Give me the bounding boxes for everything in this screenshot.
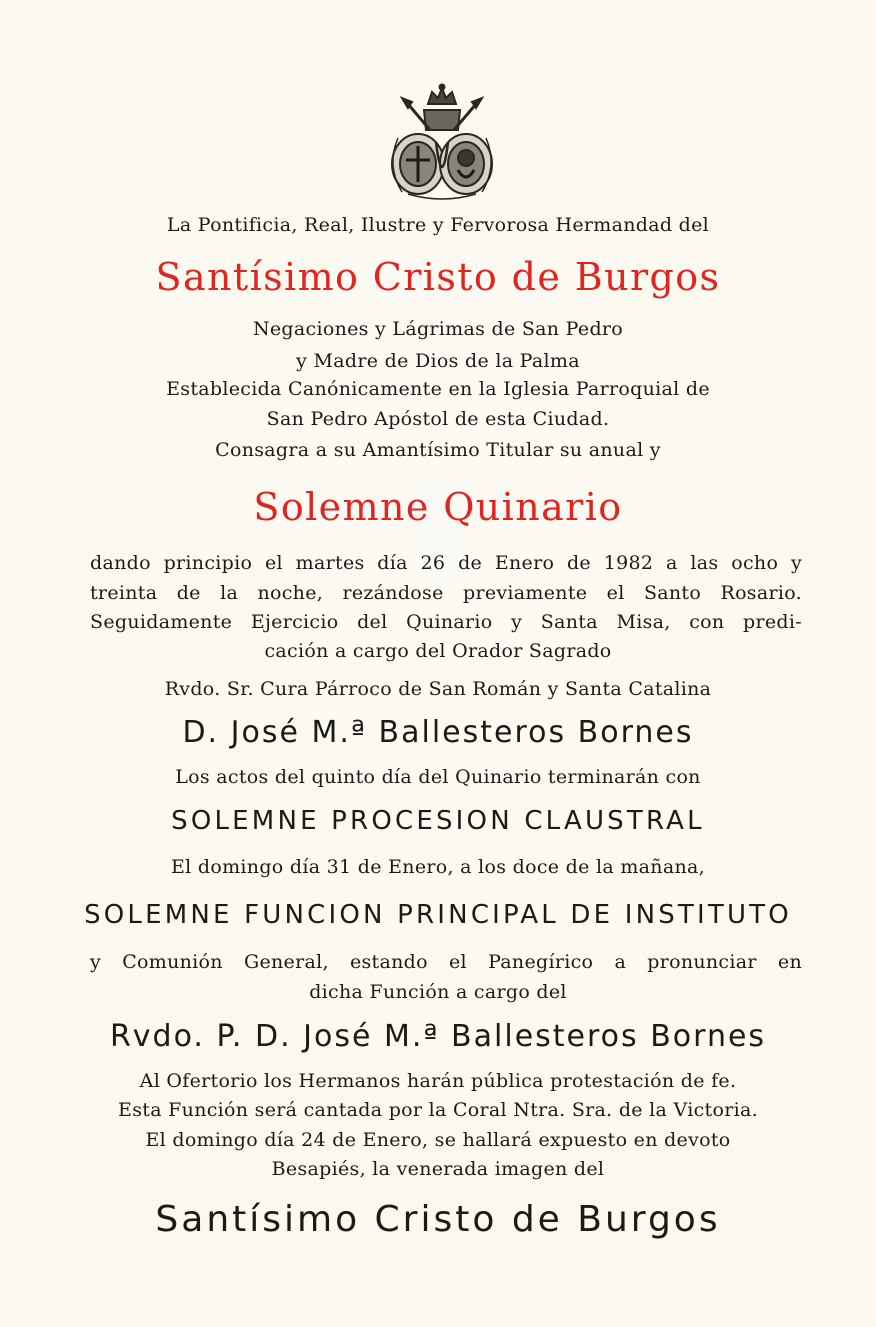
subtitle-line-1: Negaciones y Lágrimas de San Pedro (252, 318, 624, 340)
body-line-3: Seguidamente Ejercicio del Quinario y Santa Misa, con predi- (90, 611, 802, 633)
brotherhood-heading: La Pontificia, Real, Ilustre y Fervorosa Hermandad del (166, 214, 710, 236)
quinario-title: Solemne Quinario (253, 485, 623, 529)
choir-line: Esta Función será cantada por la Coral Ntra. Sra. de la Victoria. (118, 1099, 758, 1121)
offertory-line: Al Ofertorio los Hermanos harán pública protestación de fe. (139, 1070, 737, 1092)
body-line-2: treinta de la noche, rezándose previamente el Santo Rosario. (90, 582, 802, 604)
besapies-line: Besapiés, la venerada imagen del (271, 1158, 605, 1180)
sunday-24-line: El domingo día 24 de Enero, se hallará expuesto en devoto (145, 1129, 731, 1151)
communion-line-1: y Comunión General, estando el Panegírico a pronunciar en (90, 951, 802, 973)
fifth-day-line: Los actos del quinto día del Quinario terminarán con (175, 766, 701, 788)
subtitle-line-2: y Madre de Dios de la Palma (296, 350, 580, 372)
subtitle-line-5: Consagra a su Amantísimo Titular su anual y (215, 439, 661, 461)
subtitle-line-3: Establecida Canónicamente en la Iglesia Parroquial de (166, 378, 710, 400)
communion-line-2: dicha Función a cargo del (309, 981, 567, 1003)
closing-title: Santísimo Cristo de Burgos (155, 1199, 721, 1240)
brotherhood-crest-icon (378, 82, 506, 200)
subtitle-line-4: San Pedro Apóstol de esta Ciudad. (266, 408, 610, 430)
sunday-31-line: El domingo día 31 de Enero, a los doce de la mañana, (171, 856, 705, 878)
preacher-office: Rvdo. Sr. Cura Párroco de San Román y Santa Catalina (164, 678, 712, 700)
preacher-name: D. José M.ª Ballesteros Bornes (182, 715, 694, 750)
body-line-4: cación a cargo del Orador Sagrado (264, 640, 612, 662)
brotherhood-name-title: Santísimo Cristo de Burgos (155, 255, 721, 299)
panegyric-preacher-name: Rvdo. P. D. José M.ª Ballesteros Bornes (109, 1019, 767, 1054)
body-line-1: dando principio el martes día 26 de Enero de 1982 a las ocho y (90, 552, 802, 574)
main-function-title: SOLEMNE FUNCION PRINCIPAL DE INSTITUTO (84, 900, 792, 930)
procession-title: SOLEMNE PROCESION CLAUSTRAL (171, 806, 705, 836)
